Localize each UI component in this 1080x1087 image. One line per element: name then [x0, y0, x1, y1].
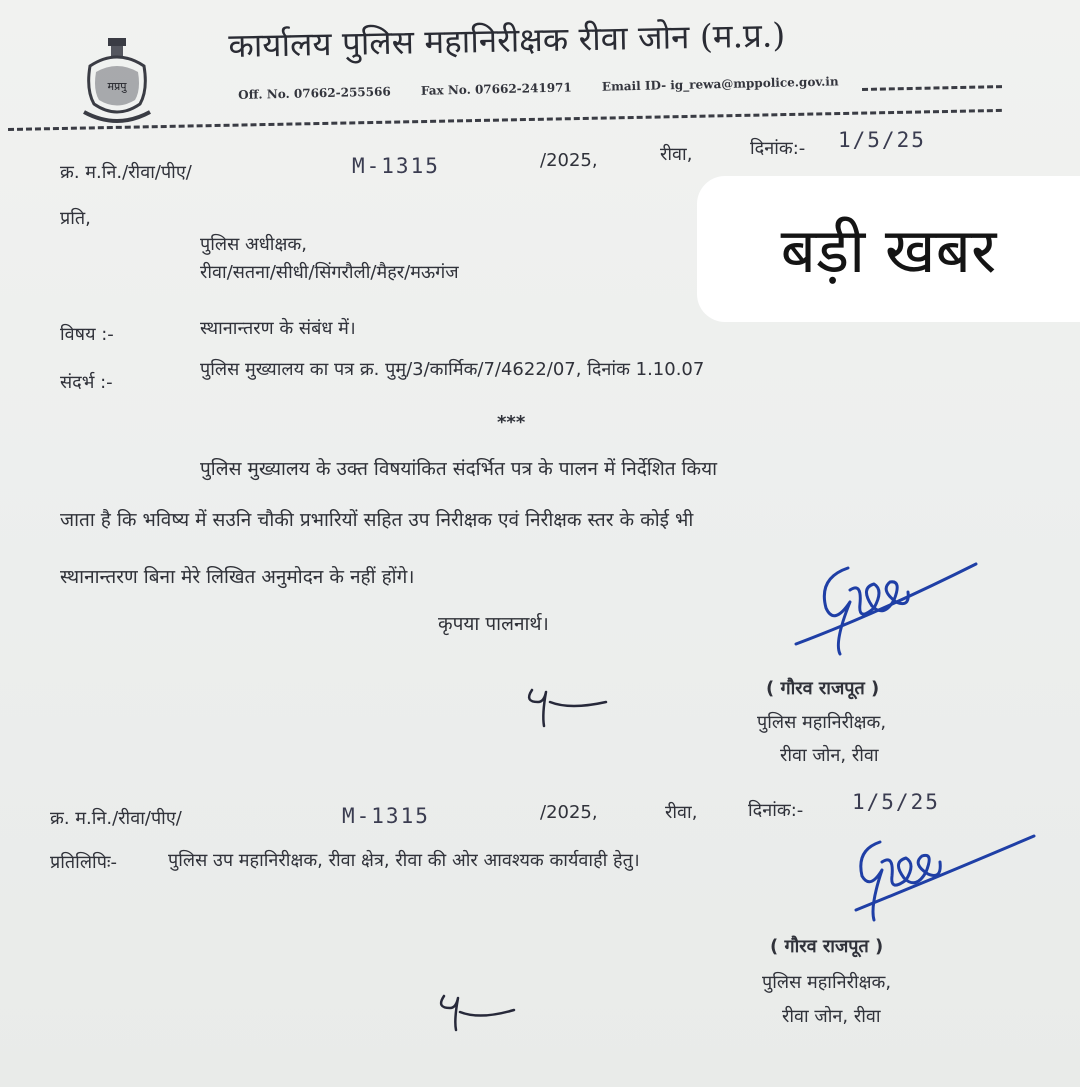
separator: *** — [497, 412, 526, 433]
signatory-2-place: रीवा जोन, रीवा — [782, 1006, 881, 1027]
email-address: Email ID- ig_rewa@mppolice.gov.in — [601, 74, 839, 94]
subject-text: स्थानान्तरण के संबंध में। — [200, 318, 356, 339]
date2-label: दिनांक:- — [748, 800, 804, 821]
emblem-text: मप्रपु — [107, 80, 127, 93]
ref-prefix: क्र. म.नि./रीवा/पीए/ — [60, 162, 192, 183]
handwritten-date-2: 1/5/25 — [852, 790, 940, 814]
initials-1 — [520, 680, 610, 730]
reference-label: संदर्भ :- — [60, 372, 113, 393]
closing-text: कृपया पालनार्थ। — [438, 613, 549, 635]
body-line-1: पुलिस मुख्यालय के उक्त विषयांकित संदर्भित पत्र के पालन में निर्देशित किया — [200, 458, 718, 480]
mp-police-emblem-icon — [78, 32, 156, 128]
signatory-1-name: ( गौरव राजपूत ) — [766, 678, 880, 699]
copy-label: प्रतिलिपिः- — [50, 852, 118, 873]
addressee-title: पुलिस अधीक्षक, — [200, 234, 307, 255]
signature-1 — [790, 560, 980, 660]
date-label: दिनांक:- — [750, 138, 806, 159]
breaking-news-text: बड़ी खबर — [780, 214, 997, 287]
initials-2 — [430, 990, 520, 1040]
body-line-3: स्थानान्तरण बिना मेरे लिखित अनुमोदन के नहीं होंगे। — [60, 566, 415, 588]
signatory-1-designation: पुलिस महानिरीक्षक, — [757, 712, 887, 733]
office-phone: Off. No. 07662-255566 — [238, 84, 391, 102]
reference-text: पुलिस मुख्यालय का पत्र क्र. पुमु/3/कार्मिक/7/4622/07, दिनांक 1.10.07 — [200, 359, 705, 380]
ref2-year: /2025, — [540, 802, 598, 823]
handwritten-ref2-number: M-1315 — [342, 804, 430, 828]
body-line-2: जाता है कि भविष्य में सउनि चौकी प्रभारियों सहित उप निरीक्षक एवं निरीक्षक स्तर के कोई भी — [60, 509, 694, 531]
breaking-news-badge — [697, 176, 1080, 322]
signatory-2-designation: पुलिस महानिरीक्षक, — [762, 972, 892, 993]
office-title: कार्यालय पुलिस महानिरीक्षक रीवा जोन (म.प्र.) — [228, 15, 786, 65]
handwritten-ref-number: M-1315 — [352, 154, 440, 178]
to-label: प्रति, — [60, 208, 91, 229]
signatory-1-place: रीवा जोन, रीवा — [780, 745, 879, 766]
signatory-2-name: ( गौरव राजपूत ) — [770, 936, 884, 957]
ref2-prefix: क्र. म.नि./रीवा/पीए/ — [50, 808, 182, 829]
copy-text: पुलिस उप महानिरीक्षक, रीवा क्षेत्र, रीवा की ओर आवश्यक कार्यवाही हेतु। — [168, 850, 640, 871]
ref-place: रीवा, — [660, 144, 693, 165]
fax-number: Fax No. 07662-241971 — [420, 80, 572, 98]
subject-label: विषय :- — [60, 324, 114, 345]
ref2-place: रीवा, — [665, 802, 698, 823]
ref-year: /2025, — [540, 150, 598, 171]
handwritten-date: 1/5/25 — [838, 128, 926, 152]
signature-2 — [840, 830, 1040, 930]
addressee-districts: रीवा/सतना/सीधी/सिंगरौली/मैहर/मऊगंज — [200, 262, 459, 283]
